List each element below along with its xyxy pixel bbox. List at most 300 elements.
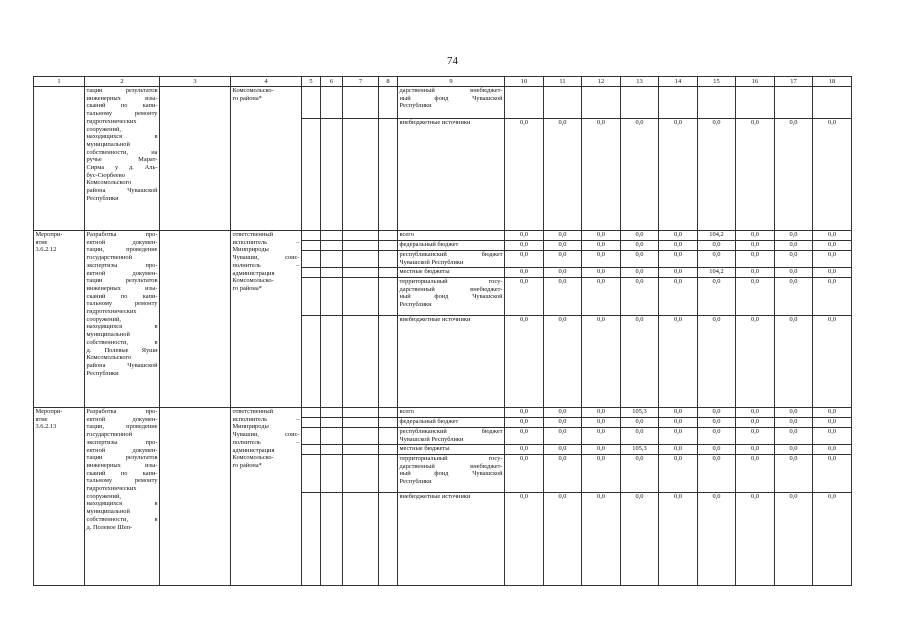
- description-line: Комсомольского: [86, 354, 132, 362]
- funding-source-line: дарственный внебюджет-: [399, 285, 503, 293]
- empty-cell: [321, 493, 343, 586]
- empty-cell: [302, 119, 321, 231]
- value-cell: 0,0: [544, 445, 582, 455]
- description-line: тальному ремонту: [86, 300, 158, 308]
- funding-source-cell: [398, 408, 505, 418]
- value-cell: 104,2: [698, 268, 736, 278]
- executor-line: ответственный: [232, 231, 274, 238]
- description-line: Республики: [86, 194, 119, 202]
- column-number: 17: [775, 77, 813, 87]
- empty-cell: [302, 493, 321, 586]
- executor-cell: [231, 231, 302, 408]
- value-cell: [698, 87, 736, 119]
- empty-cell: [321, 408, 343, 418]
- column-number: 8: [379, 77, 398, 87]
- value-cell: 0,0: [544, 241, 582, 251]
- executor-line: полнитель –: [232, 261, 300, 269]
- funding-source-line: республиканский бюджет: [399, 428, 503, 435]
- value-cell: 0,0: [659, 278, 698, 316]
- value-cell: 0,0: [659, 445, 698, 455]
- value-cell: 0,0: [813, 268, 852, 278]
- description-line: собственности, в: [86, 515, 158, 523]
- value-cell: 0,0: [775, 418, 813, 428]
- value-cell: 0,0: [813, 251, 852, 268]
- value-cell: 0,0: [544, 418, 582, 428]
- description-line: находящихся в: [86, 500, 158, 508]
- executor-line: ответственный: [232, 408, 274, 415]
- funding-source-line: местные бюджеты: [399, 445, 450, 452]
- value-cell: 0,0: [736, 418, 775, 428]
- value-cell: 0,0: [775, 408, 813, 418]
- funding-source-line: дарственный внебюджет-: [399, 462, 503, 470]
- description-line: муниципальной: [86, 508, 130, 516]
- funding-source-line: ный фонд Чувашской: [399, 293, 503, 301]
- column-number: 12: [582, 77, 621, 87]
- value-cell: 0,0: [505, 268, 544, 278]
- event-code-line: 3.6.2.13: [35, 423, 57, 431]
- funding-source-line: Чувашской Республики: [399, 258, 464, 266]
- empty-cell: [321, 316, 343, 408]
- value-cell: 0,0: [505, 231, 544, 241]
- value-cell: 0,0: [736, 445, 775, 455]
- value-cell: 0,0: [621, 278, 659, 316]
- description-line: сооружений,: [86, 492, 121, 500]
- column-number: 1: [34, 77, 85, 87]
- funding-source-line: территориальный госу-: [399, 455, 503, 462]
- funding-source-cell: [398, 251, 505, 268]
- value-cell: 105,3: [621, 445, 659, 455]
- value-cell: [736, 87, 775, 119]
- value-cell: 0,0: [775, 445, 813, 455]
- value-cell: 0,0: [698, 241, 736, 251]
- value-cell: 0,0: [544, 408, 582, 418]
- description-line: д. Полевое Шеп-: [86, 523, 133, 531]
- event-code-line: Меропри-: [35, 231, 63, 238]
- description-line: Разработка про-: [86, 408, 158, 415]
- event-code-line: ятие: [35, 238, 48, 246]
- executor-line: администрация: [232, 446, 275, 454]
- description-line: ектной докумен-: [86, 269, 158, 277]
- value-cell: 0,0: [736, 455, 775, 493]
- description-line: тации результатов: [86, 277, 158, 285]
- empty-cell: [302, 445, 321, 455]
- description-line: тации, проведение: [86, 246, 158, 254]
- value-cell: 0,0: [775, 251, 813, 268]
- column-number: 13: [621, 77, 659, 87]
- empty-cell: [321, 87, 343, 119]
- empty-cell: [379, 268, 398, 278]
- empty-cell: [379, 455, 398, 493]
- description-line: собственности, на: [86, 148, 158, 156]
- funding-source-line: всего: [399, 231, 414, 238]
- empty-cell: [343, 87, 379, 119]
- description-line: сооружений,: [86, 315, 121, 323]
- executor-cell: [231, 87, 302, 231]
- column-number: 4: [231, 77, 302, 87]
- description-line: государственной: [86, 254, 133, 262]
- description-line: ектной докумен-: [86, 238, 158, 246]
- value-cell: 0,0: [813, 445, 852, 455]
- funding-source-line: Республики: [399, 301, 432, 309]
- value-cell: 0,0: [813, 408, 852, 418]
- empty-cell: [302, 241, 321, 251]
- executor-line: Минприроды: [232, 423, 269, 431]
- empty-cell: [302, 251, 321, 268]
- value-cell: 0,0: [505, 445, 544, 455]
- empty-cell: [379, 493, 398, 586]
- executor-line: полнитель –: [232, 438, 300, 446]
- value-cell: 0,0: [621, 268, 659, 278]
- value-cell: 0,0: [736, 231, 775, 241]
- funding-source-cell: [398, 119, 505, 231]
- event-code-cell: [34, 231, 85, 408]
- column-number: 9: [398, 77, 505, 87]
- value-cell: 0,0: [544, 316, 582, 408]
- value-cell: 0,0: [698, 428, 736, 445]
- description-line: сканий по капи-: [86, 102, 158, 110]
- funding-source-line: Республики: [399, 478, 432, 486]
- description-line: гидротехнических: [86, 117, 137, 125]
- value-cell: 0,0: [813, 316, 852, 408]
- value-cell: 0,0: [736, 268, 775, 278]
- event-description-cell: [85, 87, 160, 231]
- empty-cell: [379, 408, 398, 418]
- column-number: 11: [544, 77, 582, 87]
- empty-cell: [302, 418, 321, 428]
- value-cell: 0,0: [621, 418, 659, 428]
- value-cell: 0,0: [621, 231, 659, 241]
- value-cell: 0,0: [544, 268, 582, 278]
- value-cell: 0,0: [544, 251, 582, 268]
- executor-line: го района*: [232, 284, 262, 292]
- value-cell: 0,0: [659, 231, 698, 241]
- description-line: района Чувашской: [86, 361, 158, 369]
- value-cell: 0,0: [505, 408, 544, 418]
- value-cell: 0,0: [775, 493, 813, 586]
- empty-cell: [379, 241, 398, 251]
- empty-cell: [302, 87, 321, 119]
- program-table: [33, 76, 852, 586]
- value-cell: 0,0: [505, 251, 544, 268]
- funding-source-cell: [398, 493, 505, 586]
- value-cell: 0,0: [621, 119, 659, 231]
- value-cell: 0,0: [736, 251, 775, 268]
- funding-source-line: Республики: [399, 102, 432, 110]
- funding-source-cell: [398, 418, 505, 428]
- value-cell: 0,0: [698, 493, 736, 586]
- description-line: гидротехнических: [86, 308, 137, 316]
- column-number: 5: [302, 77, 321, 87]
- value-cell: 0,0: [659, 455, 698, 493]
- empty-cell: [302, 455, 321, 493]
- value-cell: 0,0: [775, 316, 813, 408]
- value-cell: 0,0: [505, 119, 544, 231]
- funding-source-line: внебюджетные источники: [399, 493, 471, 500]
- description-line: Разработка про-: [86, 231, 158, 238]
- empty-cell: [379, 119, 398, 231]
- value-cell: 0,0: [621, 316, 659, 408]
- value-cell: 0,0: [813, 493, 852, 586]
- value-cell: 0,0: [813, 119, 852, 231]
- value-cell: 0,0: [544, 493, 582, 586]
- empty-cell: [379, 418, 398, 428]
- empty-cell: [321, 119, 343, 231]
- value-cell: [813, 87, 852, 119]
- empty-cell: [321, 268, 343, 278]
- value-cell: 0,0: [582, 268, 621, 278]
- funding-source-line: внебюджетные источники: [399, 119, 471, 126]
- value-cell: 0,0: [582, 445, 621, 455]
- value-cell: 0,0: [698, 119, 736, 231]
- value-cell: 0,0: [621, 455, 659, 493]
- empty-cell: [302, 408, 321, 418]
- executor-line: исполнитель –: [232, 238, 300, 246]
- column-number: 3: [160, 77, 231, 87]
- value-cell: 0,0: [698, 418, 736, 428]
- value-cell: 0,0: [813, 231, 852, 241]
- description-line: тации результатов: [86, 87, 158, 94]
- funding-source-cell: [398, 316, 505, 408]
- empty-cell: [321, 251, 343, 268]
- value-cell: 0,0: [582, 241, 621, 251]
- empty-cell: [343, 251, 379, 268]
- value-cell: [659, 87, 698, 119]
- executor-line: Минприроды: [232, 246, 269, 254]
- funding-source-line: ный фонд Чувашской: [399, 94, 503, 102]
- value-cell: 0,0: [505, 241, 544, 251]
- description-line: муниципальной: [86, 331, 130, 339]
- value-cell: [582, 87, 621, 119]
- value-cell: 0,0: [659, 428, 698, 445]
- value-cell: 0,0: [582, 316, 621, 408]
- funding-source-line: дарственный внебюджет-: [399, 87, 503, 94]
- description-line: инженерных изы-: [86, 94, 158, 102]
- executor-line: Чувашии, соис-: [232, 431, 300, 439]
- empty-cell: [321, 428, 343, 445]
- funding-source-cell: [398, 445, 505, 455]
- column-number: 7: [343, 77, 379, 87]
- event-description-cell: [85, 408, 160, 586]
- empty-cell: [379, 251, 398, 268]
- value-cell: 0,0: [659, 408, 698, 418]
- value-cell: 0,0: [621, 251, 659, 268]
- empty-cell: [321, 231, 343, 241]
- description-line: инженерных изы-: [86, 284, 158, 292]
- funding-source-line: всего: [399, 408, 414, 415]
- empty-cell: [160, 87, 231, 231]
- description-line: ектной докумен-: [86, 415, 158, 423]
- empty-cell: [343, 455, 379, 493]
- empty-cell: [321, 455, 343, 493]
- column-number: 16: [736, 77, 775, 87]
- empty-cell: [343, 231, 379, 241]
- value-cell: 0,0: [813, 241, 852, 251]
- empty-cell: [160, 231, 231, 408]
- empty-cell: [379, 87, 398, 119]
- funding-source-cell: [398, 87, 505, 119]
- value-cell: 0,0: [659, 316, 698, 408]
- description-line: сканий по капи-: [86, 292, 158, 300]
- value-cell: 0,0: [659, 493, 698, 586]
- value-cell: [505, 87, 544, 119]
- event-code-line: Меропри-: [35, 408, 63, 415]
- empty-cell: [321, 278, 343, 316]
- value-cell: [775, 87, 813, 119]
- empty-cell: [343, 119, 379, 231]
- description-line: Республики: [86, 369, 119, 377]
- executor-line: го района*: [232, 461, 262, 469]
- value-cell: 0,0: [659, 418, 698, 428]
- column-number: 2: [85, 77, 160, 87]
- value-cell: 0,0: [621, 493, 659, 586]
- empty-cell: [379, 445, 398, 455]
- executor-line: Комсомольско-: [232, 454, 274, 462]
- funding-source-cell: [398, 455, 505, 493]
- description-line: государственной: [86, 431, 133, 439]
- executor-line: Комсомольско-: [232, 87, 274, 94]
- empty-cell: [343, 493, 379, 586]
- empty-cell: [343, 241, 379, 251]
- column-number: 15: [698, 77, 736, 87]
- value-cell: 0,0: [621, 241, 659, 251]
- funding-source-cell: [398, 278, 505, 316]
- value-cell: 0,0: [736, 241, 775, 251]
- value-cell: 0,0: [736, 408, 775, 418]
- value-cell: 0,0: [659, 241, 698, 251]
- empty-cell: [343, 445, 379, 455]
- value-cell: 0,0: [582, 428, 621, 445]
- description-line: тации, проведение: [86, 423, 158, 431]
- description-line: ручье Марат-: [86, 156, 158, 164]
- funding-source-line: Чувашской Республики: [399, 435, 464, 443]
- value-cell: 0,0: [813, 278, 852, 316]
- value-cell: 0,0: [582, 231, 621, 241]
- empty-cell: [343, 418, 379, 428]
- event-code-line: ятие: [35, 415, 48, 423]
- empty-cell: [343, 268, 379, 278]
- table-row: [34, 231, 852, 241]
- event-code-cell: [34, 408, 85, 586]
- value-cell: 105,3: [621, 408, 659, 418]
- event-code-line: 3.6.2.12: [35, 246, 57, 254]
- description-line: Комсомольского: [86, 179, 132, 187]
- value-cell: 0,0: [736, 493, 775, 586]
- column-number: 14: [659, 77, 698, 87]
- value-cell: 0,0: [698, 445, 736, 455]
- column-number-row: [34, 77, 852, 87]
- value-cell: 0,0: [505, 428, 544, 445]
- executor-line: администрация: [232, 269, 275, 277]
- description-line: гидротехнических: [86, 485, 137, 493]
- value-cell: 0,0: [582, 251, 621, 268]
- description-line: тальному ремонту: [86, 110, 158, 118]
- empty-cell: [343, 408, 379, 418]
- description-line: сканий по капи-: [86, 469, 158, 477]
- empty-cell: [343, 428, 379, 445]
- table-row: [34, 408, 852, 418]
- description-line: экспертизы про-: [86, 261, 158, 269]
- funding-source-line: республиканский бюджет: [399, 251, 503, 258]
- value-cell: 0,0: [736, 278, 775, 316]
- column-number: 10: [505, 77, 544, 87]
- value-cell: 0,0: [505, 316, 544, 408]
- empty-cell: [302, 278, 321, 316]
- funding-source-cell: [398, 268, 505, 278]
- column-number: 18: [813, 77, 852, 87]
- column-number: 6: [321, 77, 343, 87]
- description-line: находящихся в: [86, 323, 158, 331]
- empty-cell: [302, 428, 321, 445]
- value-cell: 0,0: [775, 231, 813, 241]
- value-cell: 0,0: [659, 251, 698, 268]
- value-cell: 0,0: [775, 455, 813, 493]
- empty-cell: [321, 418, 343, 428]
- value-cell: 0,0: [505, 493, 544, 586]
- value-cell: 0,0: [505, 455, 544, 493]
- value-cell: 104,2: [698, 231, 736, 241]
- description-line: муниципальной: [86, 140, 130, 148]
- empty-cell: [343, 278, 379, 316]
- value-cell: 0,0: [582, 493, 621, 586]
- description-line: инженерных изы-: [86, 461, 158, 469]
- value-cell: 0,0: [775, 119, 813, 231]
- value-cell: 0,0: [736, 316, 775, 408]
- empty-cell: [302, 268, 321, 278]
- value-cell: 0,0: [544, 428, 582, 445]
- funding-source-cell: [398, 241, 505, 251]
- value-cell: 0,0: [775, 278, 813, 316]
- description-line: сооружений,: [86, 125, 121, 133]
- value-cell: 0,0: [775, 268, 813, 278]
- value-cell: 0,0: [582, 408, 621, 418]
- description-line: тации результатов: [86, 454, 158, 462]
- funding-source-line: внебюджетные источники: [399, 316, 471, 323]
- empty-cell: [379, 428, 398, 445]
- event-description-cell: [85, 231, 160, 408]
- value-cell: 0,0: [736, 119, 775, 231]
- funding-source-line: ный фонд Чувашской: [399, 470, 503, 478]
- empty-cell: [160, 408, 231, 586]
- value-cell: 0,0: [621, 428, 659, 445]
- funding-source-line: федеральный бюджет: [399, 241, 459, 248]
- value-cell: 0,0: [698, 316, 736, 408]
- value-cell: 0,0: [736, 428, 775, 445]
- description-line: собственности, в: [86, 338, 158, 346]
- value-cell: 0,0: [698, 251, 736, 268]
- value-cell: 0,0: [813, 428, 852, 445]
- description-line: района Чувашской: [86, 187, 158, 195]
- funding-source-line: федеральный бюджет: [399, 418, 459, 425]
- funding-source-cell: [398, 428, 505, 445]
- empty-cell: [302, 231, 321, 241]
- value-cell: 0,0: [544, 455, 582, 493]
- event-code-cell: [34, 87, 85, 231]
- value-cell: 0,0: [582, 455, 621, 493]
- funding-source-line: местные бюджеты: [399, 268, 450, 275]
- empty-cell: [321, 241, 343, 251]
- empty-cell: [321, 445, 343, 455]
- executor-line: исполнитель –: [232, 415, 300, 423]
- value-cell: 0,0: [698, 278, 736, 316]
- value-cell: [621, 87, 659, 119]
- executor-line: Комсомольско-: [232, 277, 274, 285]
- value-cell: [544, 87, 582, 119]
- value-cell: 0,0: [775, 241, 813, 251]
- value-cell: 0,0: [775, 428, 813, 445]
- value-cell: 0,0: [813, 418, 852, 428]
- value-cell: 0,0: [813, 455, 852, 493]
- page-number: 74: [447, 55, 458, 67]
